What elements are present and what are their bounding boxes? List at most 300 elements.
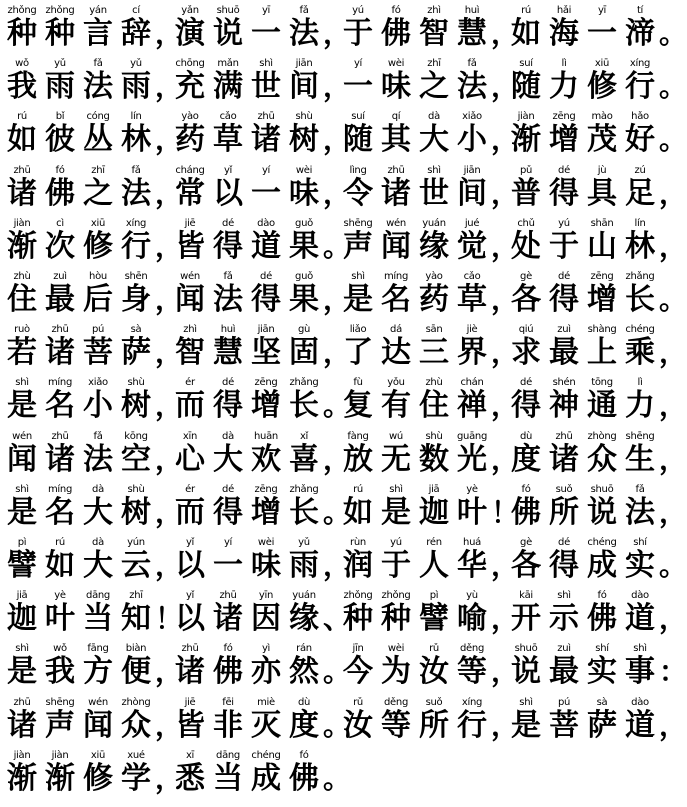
pinyin-annotation: dào	[631, 590, 649, 602]
hanzi-character: 得	[213, 228, 243, 264]
pinyin-annotation: cǎo	[219, 111, 237, 123]
pinyin-annotation: suǒ	[425, 696, 443, 708]
pinyin-annotation: shì	[427, 164, 441, 176]
pinyin-annotation: dù	[519, 430, 533, 442]
pinyin-annotation: miè	[257, 696, 275, 708]
hanzi-character: 小	[457, 122, 487, 158]
hanzi-character: 以	[175, 601, 205, 637]
pinyin-annotation: zhī	[427, 58, 441, 70]
hanzi-character: 充	[175, 69, 205, 105]
pinyin-annotation: yào	[181, 111, 199, 123]
hanzi-character: 渐	[7, 760, 37, 796]
hanzi-character: 华	[457, 548, 487, 583]
punctuation-glyph: ，	[323, 70, 352, 104]
pinyin-annotation: shù	[127, 377, 145, 389]
hanzi-character: 生	[625, 441, 655, 477]
hanzi-character: 言	[83, 16, 113, 51]
punctuation-glyph: ，	[491, 283, 520, 316]
pinyin-annotation: suí	[351, 111, 365, 123]
pinyin-annotation: yǐ	[223, 164, 233, 176]
character-cell	[621, 323, 659, 369]
hanzi-character: 有	[381, 388, 411, 424]
punctuation-glyph: ，	[491, 70, 520, 104]
punctuation-glyph: ，	[155, 442, 184, 476]
pinyin-annotation: rú	[353, 483, 363, 495]
character-cell	[285, 536, 323, 582]
pinyin-annotation: zhū	[387, 164, 405, 176]
hanzi-character: 大	[419, 122, 449, 158]
pinyin-annotation: zhǒng	[381, 590, 411, 602]
verse-line	[3, 642, 687, 690]
character-cell	[117, 430, 155, 476]
hanzi-character: 一	[251, 175, 281, 211]
hanzi-character: 之	[83, 175, 113, 211]
pinyin-annotation: jiàn	[517, 111, 535, 123]
hanzi-character: 得	[549, 175, 579, 211]
pinyin-annotation: shuō	[514, 643, 538, 655]
pinyin-annotation: yì	[261, 643, 271, 655]
hanzi-character: 诸	[549, 441, 579, 477]
pinyin-annotation: děng	[384, 696, 408, 708]
pinyin-annotation: dé	[222, 217, 234, 229]
pinyin-annotation: shén	[552, 377, 576, 389]
punctuation-glyph: ，	[491, 336, 520, 370]
pinyin-annotation: shēng	[45, 696, 75, 708]
pinyin-annotation: jiàn	[13, 217, 31, 229]
pinyin-annotation: yè	[54, 590, 66, 602]
verse-line	[3, 536, 687, 583]
punctuation-glyph: ，	[155, 283, 184, 316]
hanzi-character: 世	[419, 175, 449, 211]
hanzi-character: 众	[587, 441, 617, 477]
pinyin-annotation: lì	[637, 377, 643, 389]
pinyin-annotation: fāng	[87, 643, 109, 655]
hanzi-character: 喜	[289, 441, 319, 477]
character-cell	[117, 589, 155, 635]
hanzi-character: 法	[625, 494, 655, 530]
verse-line	[3, 749, 352, 796]
hanzi-character: 法	[83, 441, 113, 477]
hanzi-character: 说	[587, 494, 617, 530]
punctuation-glyph: 。	[323, 495, 352, 529]
pinyin-annotation: xíng	[125, 217, 147, 229]
pinyin-annotation: zhǒng	[45, 5, 75, 16]
hanzi-character: 润	[343, 548, 373, 583]
verse-line	[3, 57, 687, 105]
hanzi-character: 诸	[7, 707, 37, 743]
pinyin-annotation: yuán	[422, 217, 446, 229]
hanzi-character: 佛	[45, 175, 75, 211]
pinyin-annotation: fó	[597, 590, 607, 602]
pinyin-annotation: mǎn	[217, 58, 239, 70]
hanzi-character: 法	[289, 16, 319, 51]
pinyin-annotation: zhū	[181, 643, 199, 655]
pinyin-annotation: zhǎng	[289, 377, 319, 389]
pinyin-annotation: xiū	[594, 58, 610, 70]
hanzi-character: 是	[7, 494, 37, 530]
pinyin-annotation: wèi	[257, 537, 275, 548]
hanzi-character: 种	[7, 16, 37, 51]
hanzi-character: 皆	[175, 228, 205, 264]
hanzi-character: 一	[343, 69, 373, 105]
hanzi-character: 缘	[419, 228, 449, 264]
hanzi-character: 大	[213, 441, 243, 477]
pinyin-annotation: lín	[130, 111, 142, 123]
pinyin-annotation: xíng	[461, 696, 483, 708]
character-cell	[285, 483, 323, 529]
punctuation-mark	[659, 110, 687, 157]
hanzi-character: 诸	[213, 601, 243, 637]
character-cell	[117, 536, 155, 582]
hanzi-character: 心	[175, 441, 205, 477]
punctuation-glyph: ，	[155, 549, 184, 582]
character-cell	[117, 642, 155, 688]
punctuation-glyph: ，	[323, 176, 352, 210]
pinyin-annotation: huān	[254, 430, 278, 442]
pinyin-annotation: zhòng	[121, 696, 151, 708]
pinyin-annotation: yuán	[292, 590, 316, 602]
pinyin-annotation: fàng	[347, 430, 369, 442]
hanzi-character: 汝	[419, 654, 449, 690]
hanzi-character: 如	[343, 494, 373, 530]
hanzi-character: 放	[343, 441, 373, 477]
hanzi-character: 住	[419, 388, 449, 424]
hanzi-character: 力	[625, 388, 655, 424]
character-cell	[285, 164, 323, 210]
character-cell	[117, 164, 155, 210]
pinyin-annotation: wén	[386, 217, 406, 229]
pinyin-annotation: dà	[92, 483, 104, 495]
hanzi-character: 所	[549, 494, 579, 530]
hanzi-character: 欢	[251, 441, 281, 477]
hanzi-character: 力	[549, 69, 579, 105]
pinyin-annotation: shì	[351, 271, 365, 282]
verse-line	[3, 589, 687, 637]
pinyin-annotation: chǔ	[517, 217, 535, 229]
hanzi-character: 之	[419, 69, 449, 105]
pinyin-annotation: jiān	[463, 164, 481, 176]
pinyin-annotation: wén	[88, 696, 108, 708]
hanzi-character: 无	[381, 441, 411, 477]
hanzi-character: 渐	[7, 228, 37, 264]
hanzi-character: 道	[625, 707, 655, 743]
hanzi-character: 长	[625, 282, 655, 317]
hanzi-character: 行	[457, 707, 487, 743]
pinyin-annotation: ér	[185, 483, 195, 495]
hanzi-character: 法	[121, 175, 151, 211]
pinyin-annotation: dé	[222, 483, 234, 495]
hanzi-character: 禅	[457, 388, 487, 424]
hanzi-character: 当	[83, 601, 113, 637]
hanzi-character: 觉	[457, 228, 487, 264]
hanzi-character: 上	[587, 335, 617, 371]
hanzi-character: 长	[289, 494, 319, 530]
pinyin-annotation: hǎo	[631, 111, 649, 123]
pinyin-annotation: shēng	[343, 217, 373, 229]
punctuation-glyph: ，	[323, 336, 352, 370]
punctuation-glyph: ，	[323, 123, 352, 157]
hanzi-character: 法	[83, 69, 113, 105]
pinyin-annotation: lín	[634, 217, 646, 229]
punctuation-mark	[659, 323, 687, 370]
hanzi-character: 通	[587, 388, 617, 424]
hanzi-character: 以	[213, 175, 243, 211]
pinyin-annotation: dé	[558, 537, 570, 548]
pinyin-annotation: wén	[12, 430, 32, 442]
hanzi-character: 为	[381, 654, 411, 690]
character-cell	[621, 430, 659, 476]
hanzi-character: 间	[457, 175, 487, 211]
hanzi-character: 而	[175, 388, 205, 424]
character-cell	[621, 589, 659, 635]
punctuation-glyph: 。	[323, 655, 352, 689]
pinyin-annotation: huì	[220, 324, 236, 336]
character-cell	[453, 696, 491, 742]
punctuation-mark	[659, 270, 687, 316]
character-cell	[285, 430, 323, 476]
punctuation-mark	[659, 430, 687, 476]
hanzi-character: 悉	[175, 760, 205, 796]
pinyin-annotation: shuō	[216, 5, 240, 16]
hanzi-character: 喻	[457, 601, 487, 637]
punctuation-glyph: ，	[155, 229, 184, 263]
pinyin-annotation: jiè	[466, 324, 478, 336]
pinyin-annotation: shù	[127, 483, 145, 495]
pinyin-annotation: yǔ	[130, 58, 142, 70]
pinyin-annotation: fēi	[222, 696, 234, 708]
hanzi-character: 具	[587, 175, 617, 211]
hanzi-character: 间	[289, 69, 319, 105]
character-cell	[621, 4, 659, 50]
pinyin-annotation: pú	[557, 696, 571, 708]
hanzi-character: 说	[511, 654, 541, 690]
punctuation-glyph: 、	[323, 602, 352, 636]
pinyin-annotation: zú	[634, 164, 646, 176]
hanzi-character: 法	[213, 282, 243, 317]
pinyin-annotation: zuì	[557, 324, 571, 336]
pinyin-annotation: rán	[296, 643, 312, 655]
hanzi-character: 迦	[7, 601, 37, 637]
hanzi-character: 数	[419, 441, 449, 477]
pinyin-annotation: zhì	[427, 5, 441, 16]
pinyin-annotation: cì	[56, 217, 64, 229]
hanzi-character: 了	[343, 335, 373, 371]
character-cell	[117, 4, 155, 50]
pinyin-annotation: wèi	[295, 164, 313, 176]
pinyin-annotation: yú	[352, 5, 364, 16]
hanzi-character: 如	[7, 122, 37, 158]
pinyin-annotation: dà	[222, 430, 234, 442]
pinyin-annotation: wén	[180, 271, 200, 282]
hanzi-character: 诸	[7, 175, 37, 211]
character-cell	[285, 376, 323, 422]
hanzi-character: 我	[7, 69, 37, 105]
hanzi-character: 足	[625, 175, 655, 211]
pinyin-annotation: yí	[223, 537, 233, 548]
hanzi-character: 非	[213, 707, 243, 743]
hanzi-character: 界	[457, 335, 487, 371]
punctuation-glyph: 。	[659, 283, 687, 316]
pinyin-annotation: xǐ	[299, 430, 309, 442]
pinyin-annotation: chéng	[251, 749, 281, 761]
character-cell	[453, 483, 491, 529]
punctuation-glyph: ，	[155, 70, 184, 104]
character-cell	[285, 589, 323, 635]
punctuation-mark	[659, 376, 687, 423]
character-cell	[117, 323, 155, 369]
pinyin-annotation: gù	[297, 324, 311, 336]
hanzi-character: 萨	[121, 335, 151, 371]
pinyin-annotation: shuō	[590, 483, 614, 495]
hanzi-character: 好	[625, 122, 655, 158]
hanzi-character: 增	[251, 494, 281, 530]
character-cell	[621, 217, 659, 263]
hanzi-character: 演	[175, 16, 205, 51]
hanzi-character: 佛	[587, 601, 617, 637]
pinyin-annotation: pǔ	[519, 164, 533, 176]
hanzi-character: 名	[45, 494, 75, 530]
hanzi-character: 等	[381, 707, 411, 743]
punctuation-mark	[659, 4, 687, 50]
pinyin-annotation: cí	[132, 5, 140, 16]
pinyin-annotation: yí	[261, 164, 271, 176]
pinyin-annotation: zhù	[13, 271, 31, 282]
verse-line	[3, 217, 687, 264]
pinyin-annotation: zhū	[555, 430, 573, 442]
hanzi-character: 固	[289, 335, 319, 371]
punctuation-mark	[659, 589, 687, 636]
pinyin-annotation: zhū	[13, 696, 31, 708]
pinyin-annotation: dé	[260, 271, 272, 282]
punctuation-glyph: ，	[323, 442, 352, 476]
hanzi-character: 所	[419, 707, 449, 743]
character-cell	[117, 483, 155, 529]
hanzi-character: 得	[549, 548, 579, 583]
pinyin-annotation: suí	[519, 58, 533, 70]
hanzi-character: 一	[213, 548, 243, 583]
pinyin-annotation: jù	[597, 164, 607, 176]
pinyin-annotation: yǒu	[387, 377, 405, 389]
character-cell	[453, 642, 491, 688]
pinyin-annotation: suǒ	[555, 483, 573, 495]
pinyin-annotation: bǐ	[55, 111, 65, 123]
pinyin-annotation: jiā	[428, 483, 440, 495]
hanzi-character: 闻	[7, 441, 37, 477]
hanzi-character: 味	[381, 69, 411, 105]
character-cell	[285, 696, 323, 742]
pinyin-annotation: jiān	[295, 58, 313, 70]
hanzi-character: 皆	[175, 707, 205, 743]
hanzi-character: 智	[419, 16, 449, 51]
hanzi-character: 三	[419, 335, 449, 371]
punctuation-glyph: ，	[491, 602, 520, 636]
hanzi-character: 复	[343, 388, 373, 424]
hanzi-character: 闻	[83, 707, 113, 743]
pinyin-annotation: jiàn	[13, 749, 31, 761]
hanzi-character: 长	[289, 388, 319, 424]
hanzi-character: 学	[121, 760, 151, 796]
pinyin-annotation: ruò	[14, 324, 30, 336]
punctuation-glyph: ，	[323, 283, 352, 316]
hanzi-character: 令	[343, 175, 373, 211]
pinyin-annotation: fǎ	[635, 483, 645, 495]
hanzi-character: 渧	[625, 16, 655, 51]
pinyin-annotation: dá	[390, 324, 402, 336]
pinyin-annotation: fó	[521, 483, 531, 495]
punctuation-glyph: ，	[659, 389, 687, 423]
hanzi-character: 普	[511, 175, 541, 211]
hanzi-character: 成	[251, 760, 281, 796]
hanzi-character: 是	[7, 654, 37, 690]
hanzi-character: 诸	[175, 654, 205, 690]
pinyin-annotation: gè	[520, 537, 532, 548]
verse-line	[3, 164, 687, 211]
hanzi-character: 达	[381, 335, 411, 371]
pinyin-annotation: wèi	[387, 58, 405, 70]
hanzi-character: 菩	[549, 707, 579, 743]
hanzi-character: 大	[83, 494, 113, 530]
character-cell	[285, 323, 323, 369]
pinyin-annotation: rú	[17, 111, 27, 123]
hanzi-character: 因	[251, 601, 281, 637]
hanzi-character: 慧	[457, 16, 487, 51]
hanzi-character: 得	[213, 388, 243, 424]
hanzi-character: 而	[175, 494, 205, 530]
character-cell	[117, 749, 155, 795]
hanzi-character: 度	[511, 441, 541, 477]
hanzi-character: 道	[625, 601, 655, 637]
pinyin-annotation: zhǒng	[7, 5, 37, 16]
hanzi-character: 最	[45, 282, 75, 317]
hanzi-character: 雨	[121, 69, 151, 105]
punctuation-glyph: ，	[323, 17, 352, 50]
hanzi-character: 随	[511, 69, 541, 105]
punctuation-glyph: 。	[323, 389, 352, 423]
pinyin-annotation: yún	[127, 537, 145, 548]
punctuation-glyph: ，	[323, 549, 352, 582]
hanzi-character: 得	[213, 494, 243, 530]
punctuation-glyph: ，	[659, 495, 687, 529]
pinyin-annotation: lìng	[349, 164, 367, 176]
character-cell	[453, 430, 491, 476]
pinyin-annotation: yí	[353, 58, 363, 70]
pinyin-annotation: zēng	[590, 271, 614, 282]
pinyin-annotation: rén	[426, 537, 442, 548]
character-cell	[453, 217, 491, 263]
hanzi-character: 药	[419, 282, 449, 317]
pinyin-annotation: kōng	[124, 430, 148, 442]
pinyin-annotation: dà	[92, 537, 104, 548]
pinyin-annotation: shēng	[625, 430, 655, 442]
pinyin-annotation: guǒ	[295, 271, 313, 282]
hanzi-character: 一	[251, 16, 281, 51]
punctuation-mark	[659, 57, 687, 104]
pinyin-annotation: gè	[520, 271, 532, 282]
punctuation-glyph: ，	[155, 761, 184, 795]
hanzi-character: 说	[213, 16, 243, 51]
pinyin-annotation: xué	[127, 749, 145, 761]
character-cell	[285, 4, 323, 50]
pinyin-annotation: wú	[389, 430, 403, 442]
hanzi-character: 小	[83, 388, 113, 424]
pinyin-annotation: rǔ	[429, 643, 439, 655]
character-cell	[285, 57, 323, 103]
hanzi-character: 坚	[251, 335, 281, 371]
punctuation-glyph: ，	[155, 17, 184, 50]
pinyin-annotation: pì	[429, 590, 439, 602]
verse-line	[3, 323, 687, 371]
pinyin-annotation: chán	[460, 377, 484, 389]
